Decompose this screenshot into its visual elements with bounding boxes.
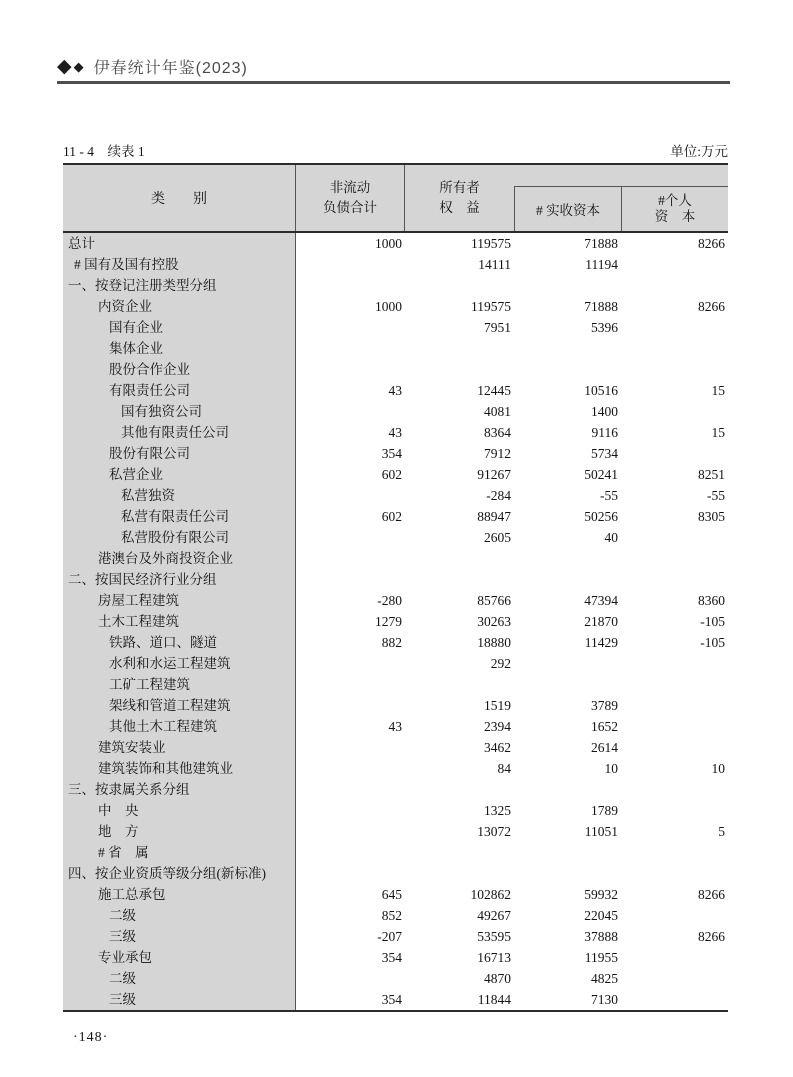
row-value (296, 569, 405, 590)
table-row (63, 611, 728, 632)
row-value (296, 548, 405, 569)
row-label: 三级 (63, 989, 296, 1010)
header-cell-personal-capital (622, 187, 728, 231)
row-value: 13072 (477, 824, 511, 839)
row-label: 架线和管道工程建筑 (63, 695, 296, 716)
row-value: 292 (490, 656, 511, 671)
row-value: 53595 (477, 929, 511, 944)
row-label: 私营独资 (63, 485, 296, 506)
table-number: 11 - 4 续表 1 (63, 144, 145, 159)
row-value (621, 968, 728, 989)
row-value: 4870 (484, 971, 511, 986)
row-label: 二、按国民经济行业分组 (63, 569, 296, 590)
row-value (296, 254, 405, 275)
table-body (63, 233, 728, 1012)
row-value: 2614 (591, 740, 618, 755)
row-value (621, 443, 728, 464)
table-row (63, 758, 728, 779)
table-row (63, 863, 728, 884)
row-value: 85766 (477, 593, 511, 608)
row-label: 国有企业 (63, 317, 296, 338)
header-cell-owners-equity (405, 165, 514, 231)
row-value: 2394 (484, 719, 511, 734)
table-row (63, 905, 728, 926)
row-value: 8364 (484, 425, 511, 440)
row-value: 22045 (584, 908, 618, 923)
row-label: 三、按隶属关系分组 (63, 779, 296, 800)
row-value: 852 (381, 908, 402, 923)
row-value (296, 338, 405, 359)
row-value (621, 275, 728, 296)
row-label: 其他有限责任公司 (63, 422, 296, 443)
row-value: 37888 (584, 929, 618, 944)
row-value: 354 (381, 446, 402, 461)
table-row (63, 296, 728, 317)
row-value (621, 359, 728, 380)
row-label: 地 方 (63, 821, 296, 842)
row-value (514, 653, 621, 674)
diamond-large-icon: ◆ (57, 56, 72, 77)
row-value (621, 779, 728, 800)
row-value (405, 569, 514, 590)
table-row (63, 359, 728, 380)
row-value: 882 (381, 635, 402, 650)
row-value (296, 821, 405, 842)
row-value (296, 695, 405, 716)
row-value: 5396 (591, 320, 618, 335)
row-value (514, 338, 621, 359)
row-value: 3462 (484, 740, 511, 755)
header-cell-paid-in-capital: # 实收资本 (515, 187, 622, 231)
row-value: 43 (388, 383, 402, 398)
row-value (621, 905, 728, 926)
table-row (63, 254, 728, 275)
row-value: 18880 (477, 635, 511, 650)
unit-label: 单位:万元 (670, 144, 728, 159)
header-line: 负债合计 (323, 200, 377, 215)
table-row (63, 233, 728, 254)
row-value: 40 (604, 530, 618, 545)
header-cell-category: 类 别 (63, 165, 296, 231)
row-value: 43 (388, 719, 402, 734)
row-value: 119575 (471, 299, 511, 314)
row-value (621, 401, 728, 422)
page-number: ·148· (73, 1030, 109, 1045)
header-subgroup (514, 165, 728, 231)
table-row (63, 632, 728, 653)
row-value (514, 842, 621, 863)
row-value: 47394 (584, 593, 618, 608)
table-row (63, 317, 728, 338)
table-row (63, 464, 728, 485)
row-value: 8266 (698, 887, 725, 902)
row-value: -280 (377, 593, 402, 608)
row-value: -105 (700, 635, 725, 650)
table-row (63, 884, 728, 905)
row-value: 1279 (375, 614, 402, 629)
row-value (296, 842, 405, 863)
row-value: 16713 (477, 950, 511, 965)
row-value: 119575 (471, 236, 511, 251)
row-value (405, 548, 514, 569)
row-value: 88947 (477, 509, 511, 524)
row-value: 8266 (698, 299, 725, 314)
table-row (63, 422, 728, 443)
row-value (296, 317, 405, 338)
row-value: 7912 (484, 446, 511, 461)
row-value: 10 (604, 761, 618, 776)
table-row (63, 968, 728, 989)
row-value (621, 842, 728, 863)
table-row (63, 443, 728, 464)
row-value (296, 674, 405, 695)
row-label: 建筑安装业 (63, 737, 296, 758)
table-row (63, 590, 728, 611)
row-value (296, 968, 405, 989)
row-value: 10516 (584, 383, 618, 398)
header-subgroup-box (514, 186, 728, 231)
row-label: 房屋工程建筑 (63, 590, 296, 611)
table-header (63, 163, 728, 233)
row-value: -55 (600, 488, 618, 503)
row-value: 1000 (375, 236, 402, 251)
header-line: 非流动 (329, 180, 371, 195)
table-row (63, 653, 728, 674)
diamond-small-icon: ◆ (73, 59, 84, 74)
row-value: 1000 (375, 299, 402, 314)
row-value: 2605 (484, 530, 511, 545)
row-value (621, 338, 728, 359)
row-value: 11194 (585, 257, 618, 272)
table-caption-row (63, 140, 728, 160)
table-row (63, 947, 728, 968)
row-value (514, 779, 621, 800)
row-label: 国有独资公司 (63, 401, 296, 422)
table-row (63, 716, 728, 737)
row-value: 21870 (584, 614, 618, 629)
table-row (63, 548, 728, 569)
row-value (514, 569, 621, 590)
row-label: 施工总承包 (63, 884, 296, 905)
row-value: 7951 (484, 320, 511, 335)
row-label: 一、按登记注册类型分组 (63, 275, 296, 296)
row-value (296, 359, 405, 380)
row-value: 10 (711, 761, 725, 776)
row-value: -55 (707, 488, 725, 503)
row-value (296, 758, 405, 779)
row-label: 三级 (63, 926, 296, 947)
row-value: 15 (711, 383, 725, 398)
row-label: 总计 (63, 233, 296, 254)
row-value: 50256 (584, 509, 618, 524)
header-subgroup-strip (514, 165, 728, 186)
row-value (296, 779, 405, 800)
row-value: 4081 (484, 404, 511, 419)
row-value: 12445 (477, 383, 511, 398)
row-value (405, 275, 514, 296)
row-value (514, 359, 621, 380)
row-value: 5734 (591, 446, 618, 461)
row-value (405, 338, 514, 359)
row-value: 602 (381, 509, 402, 524)
row-label: # 省 属 (63, 842, 296, 863)
row-value (621, 527, 728, 548)
table-row (63, 989, 728, 1010)
row-value: 11429 (584, 635, 618, 650)
row-value: 50241 (584, 467, 618, 482)
row-value (296, 527, 405, 548)
header-cell-noncurrent-liabilities (296, 165, 405, 231)
header-line: 资 本 (654, 209, 696, 224)
table-row (63, 569, 728, 590)
table-row (63, 674, 728, 695)
row-value: -105 (700, 614, 725, 629)
row-value (621, 716, 728, 737)
row-value: 1400 (591, 404, 618, 419)
row-value (621, 989, 728, 1010)
table-row (63, 527, 728, 548)
row-value: 11844 (477, 992, 511, 1007)
row-value (514, 548, 621, 569)
row-value: 645 (381, 887, 402, 902)
row-label: 股份有限公司 (63, 443, 296, 464)
row-label: 铁路、道口、隧道 (63, 632, 296, 653)
row-value: 8251 (698, 467, 725, 482)
row-value (514, 863, 621, 884)
table-row (63, 485, 728, 506)
row-value: 1652 (591, 719, 618, 734)
row-value: 1789 (591, 803, 618, 818)
row-label: 二级 (63, 905, 296, 926)
row-label: 二级 (63, 968, 296, 989)
row-value (296, 275, 405, 296)
table-row (63, 926, 728, 947)
row-value: 9116 (591, 425, 618, 440)
row-value: 8360 (698, 593, 725, 608)
row-label: 土木工程建筑 (63, 611, 296, 632)
row-value (405, 674, 514, 695)
row-value (621, 254, 728, 275)
row-value: 1325 (484, 803, 511, 818)
row-value (405, 359, 514, 380)
row-value (621, 737, 728, 758)
row-value (296, 401, 405, 422)
row-value: 14111 (478, 257, 511, 272)
row-value (296, 863, 405, 884)
row-value (405, 863, 514, 884)
row-value (296, 485, 405, 506)
row-label: 港澳台及外商投资企业 (63, 548, 296, 569)
row-value (405, 779, 514, 800)
row-label: 私营有限责任公司 (63, 506, 296, 527)
row-label: 其他土木工程建筑 (63, 716, 296, 737)
table-row (63, 821, 728, 842)
row-value: 102862 (470, 887, 511, 902)
row-label: 内资企业 (63, 296, 296, 317)
table-row (63, 800, 728, 821)
row-value (621, 317, 728, 338)
row-value: 5 (718, 824, 725, 839)
table-row (63, 737, 728, 758)
row-value: 15 (711, 425, 725, 440)
row-value (621, 695, 728, 716)
row-value: 8266 (698, 236, 725, 251)
row-label: 股份合作企业 (63, 359, 296, 380)
row-value: 602 (381, 467, 402, 482)
row-value: -284 (486, 488, 511, 503)
row-value: 84 (497, 761, 511, 776)
table-row (63, 779, 728, 800)
table-row (63, 338, 728, 359)
row-value (621, 800, 728, 821)
row-value: 1519 (484, 698, 511, 713)
row-value (621, 863, 728, 884)
row-value: 4825 (591, 971, 618, 986)
row-value (621, 674, 728, 695)
row-value: 59932 (584, 887, 618, 902)
row-value (514, 275, 621, 296)
header-line: 权 益 (439, 200, 480, 215)
row-value: 8305 (698, 509, 725, 524)
row-value: -207 (377, 929, 402, 944)
row-value (621, 569, 728, 590)
row-value (405, 842, 514, 863)
row-value: 91267 (477, 467, 511, 482)
row-value (621, 653, 728, 674)
table-row (63, 842, 728, 863)
row-value (296, 653, 405, 674)
row-label: 有限责任公司 (63, 380, 296, 401)
row-value (621, 548, 728, 569)
row-label: 中 央 (63, 800, 296, 821)
row-label: 私营企业 (63, 464, 296, 485)
table-row (63, 401, 728, 422)
row-label: 工矿工程建筑 (63, 674, 296, 695)
row-value: 11051 (584, 824, 618, 839)
row-value: 71888 (584, 299, 618, 314)
row-value: 354 (381, 992, 402, 1007)
row-label: 专业承包 (63, 947, 296, 968)
row-value: 3789 (591, 698, 618, 713)
table-row (63, 275, 728, 296)
row-label: 私营股份有限公司 (63, 527, 296, 548)
row-value (621, 947, 728, 968)
header-line: 所有者 (439, 180, 480, 195)
row-label: 四、按企业资质等级分组(新标准) (63, 863, 296, 884)
table-row (63, 506, 728, 527)
row-value: 354 (381, 950, 402, 965)
header-line: #个人 (658, 193, 692, 208)
row-value: 7130 (591, 992, 618, 1007)
table-row (63, 380, 728, 401)
yearbook-title: 伊春统计年鉴(2023) (93, 60, 248, 77)
running-head (57, 52, 730, 84)
table-row (63, 695, 728, 716)
row-label: 建筑装饰和其他建筑业 (63, 758, 296, 779)
statistics-table (63, 163, 728, 1012)
row-value: 71888 (584, 236, 618, 251)
row-value: 8266 (698, 929, 725, 944)
row-label: 水利和水运工程建筑 (63, 653, 296, 674)
row-value: 30263 (477, 614, 511, 629)
row-value: 11955 (584, 950, 618, 965)
row-value (296, 737, 405, 758)
row-label: # 国有及国有控股 (63, 254, 296, 275)
row-value: 49267 (477, 908, 511, 923)
row-value (514, 674, 621, 695)
row-label: 集体企业 (63, 338, 296, 359)
row-value (296, 800, 405, 821)
row-value: 43 (388, 425, 402, 440)
